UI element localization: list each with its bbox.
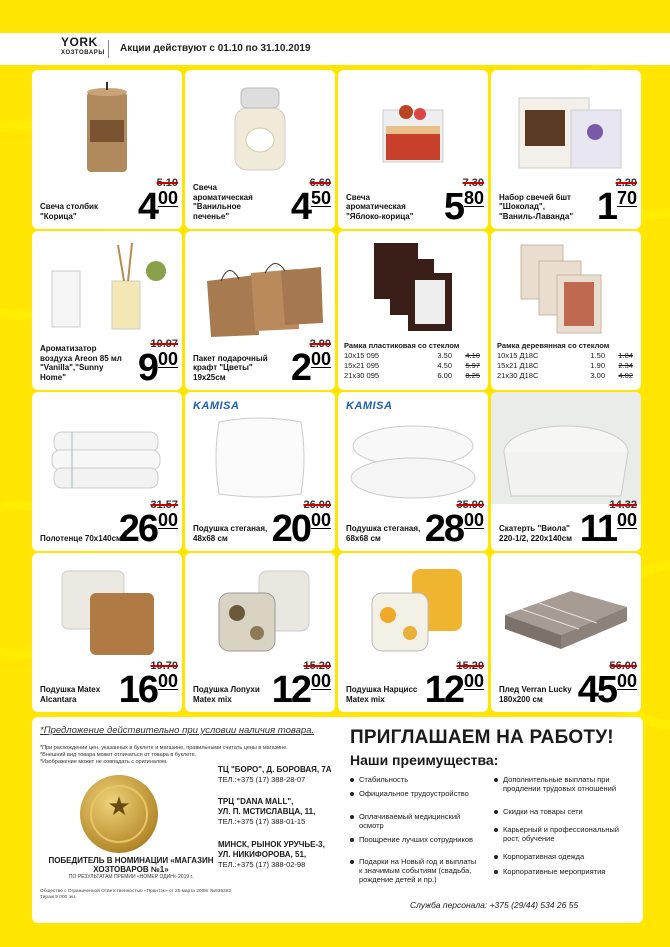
old-price: 15.20 xyxy=(303,660,331,672)
tablecloth-image xyxy=(491,392,641,504)
availability-note: *Предложение действительно при условии наличия товара. xyxy=(40,725,315,736)
price-rubles: 4 xyxy=(137,186,157,228)
price-tag xyxy=(425,671,484,709)
benefit-item: Корпоративные мероприятия xyxy=(494,867,624,876)
price-list-row: 21х30 095 6.00 8.25 xyxy=(344,371,480,380)
price-kopecks: 00 xyxy=(310,510,331,530)
price-kopecks: 00 xyxy=(157,349,178,369)
benefit-item: Подарки на Новый год и выплаты к значимым событиям (свадьба, рождение детей и пр.) xyxy=(350,857,480,884)
price-rubles: 5 xyxy=(443,186,463,228)
price-tag xyxy=(578,671,637,709)
frame-price-list xyxy=(497,341,635,381)
old-price: 19.70 xyxy=(150,660,178,672)
product-name: Подушка стеганая, 68х68 см xyxy=(346,524,421,543)
old-price: 10.97 xyxy=(150,338,178,350)
pillow-image xyxy=(185,392,335,504)
seat-cushion-lopukhi-image xyxy=(185,553,335,665)
product-name: Свеча ароматическая "Яблоко-корица" xyxy=(346,192,414,221)
price-rubles: 11 xyxy=(579,508,616,550)
price-kopecks: 50 xyxy=(310,188,331,208)
old-price: 7.30 xyxy=(462,177,484,189)
price-rubles: 20 xyxy=(271,508,310,550)
seat-cushion-nartsiss-image xyxy=(338,553,488,665)
product-name: Свеча столбик "Корица" xyxy=(40,202,98,221)
product-card xyxy=(338,70,488,229)
price-rubles: 26 xyxy=(118,508,157,550)
award-medal-icon: ★ xyxy=(80,775,158,853)
fine-print: *При расхождении цен, указанных в буклете и магазине, правильными считать цены в магазине. xyxy=(40,745,288,751)
candle-jar-image xyxy=(185,70,335,182)
candle-glass-image xyxy=(338,70,488,182)
old-price: 6.60 xyxy=(309,177,331,189)
price-tag xyxy=(444,188,484,226)
price-kopecks: 00 xyxy=(616,671,637,691)
price-kopecks: 00 xyxy=(463,510,484,530)
product-card xyxy=(338,231,488,390)
price-rubles: 28 xyxy=(424,508,463,550)
price-kopecks: 00 xyxy=(157,188,178,208)
product-card xyxy=(491,553,641,712)
price-tag xyxy=(138,349,178,387)
price-kopecks: 00 xyxy=(616,510,637,530)
benefit-item: Корпоративная одежда xyxy=(494,852,624,861)
store-address: ТЦ "БОРО", Д. БОРОВАЯ, 7А ТЕЛ.:+375 (17) 388-28-07 xyxy=(218,765,378,785)
old-price: 26.00 xyxy=(303,499,331,511)
benefit-item: Официальное трудоустройство xyxy=(350,789,480,798)
product-name: Подушка Нарцисс Matex mix xyxy=(346,685,418,704)
photo-frame-wood-image xyxy=(491,231,641,343)
product-card xyxy=(32,553,182,712)
hr-phone: Служба персонала: +375 (29/44) 534 26 55 xyxy=(410,900,579,910)
candle-pillar-image xyxy=(32,70,182,182)
price-list-title: Рамка пластиковая со стеклом xyxy=(344,341,460,350)
price-tag xyxy=(272,671,331,709)
legal-info: Общество с Ограниченной Ответственностью «Прантэк» от 25 марта 2008г №635282 Тираж 9 000 экз. xyxy=(40,889,232,900)
product-card xyxy=(491,392,641,551)
job-heading: ПРИГЛАШАЕМ НА РАБОТУ! xyxy=(350,727,614,748)
product-name: Подушка Лопухи Matex mix xyxy=(193,685,260,704)
price-rubles: 1 xyxy=(596,186,616,228)
old-price: 2.90 xyxy=(309,338,331,350)
price-tag xyxy=(119,671,178,709)
store-phone: ТЕЛ.:+375 (17) 388-02-98 xyxy=(218,860,306,869)
york-logo xyxy=(61,35,105,62)
photo-frame-plastic-image xyxy=(338,231,488,343)
header-divider xyxy=(108,40,109,58)
price-tag xyxy=(425,510,484,548)
award-subtitle: ПО РЕЗУЛЬТАТАМ ПРЕМИИ «НОМЕР ОДИН» 2019 г. xyxy=(68,874,194,880)
frame-price-list xyxy=(344,341,482,381)
fine-print: *Внешний вид товара может отличаться от товара в буклете. xyxy=(40,752,197,758)
kamisa-logo: KAMISA xyxy=(346,400,393,412)
price-rubles: 2 xyxy=(290,347,310,389)
pillow-stack-image xyxy=(338,392,488,504)
air-freshener-image xyxy=(32,231,182,343)
benefit-item: Стабильность xyxy=(350,775,480,784)
info-panel xyxy=(32,717,643,923)
price-tag xyxy=(597,188,637,226)
price-tag xyxy=(272,510,331,548)
price-tag xyxy=(291,349,331,387)
price-rubles: 45 xyxy=(577,669,616,711)
price-list-row: 10х15 Д18С 1.50 1.84 xyxy=(497,351,633,360)
store-address: ТРЦ "DANA MALL", УЛ. П. МСТИСЛАВЦА, 11, ТЕЛ.:+375 (17) 388-01-15 xyxy=(218,797,378,827)
price-list-row: 15х21 095 4.50 5.97 xyxy=(344,361,480,370)
product-card xyxy=(185,231,335,390)
price-list-title: Рамка деревянная со стеклом xyxy=(497,341,610,350)
store-phone: ТЕЛ.:+375 (17) 388-01-15 xyxy=(218,817,306,826)
price-tag xyxy=(119,510,178,548)
price-rubles: 16 xyxy=(118,669,157,711)
price-rubles: 9 xyxy=(137,347,157,389)
store-phone: ТЕЛ.:+375 (17) 388-28-07 xyxy=(218,775,306,784)
price-kopecks: 00 xyxy=(157,510,178,530)
tealight-set-image xyxy=(491,70,641,182)
product-name: Свеча ароматическая "Ванильное печенье" xyxy=(193,183,253,221)
price-list-row: 15х21 Д18С 1.90 2.34 xyxy=(497,361,633,370)
product-card xyxy=(491,70,641,229)
benefit-item: Оплачиваемый медицинский осмотр xyxy=(350,812,480,830)
product-name: Набор свечей 6шт "Шоколад", "Ваниль-Лаванда" xyxy=(499,192,574,221)
product-card xyxy=(32,231,182,390)
benefit-item: Поощрение лучших сотрудников xyxy=(350,835,480,844)
product-name: Подушка стеганая, 48х68 см xyxy=(193,524,268,543)
product-card xyxy=(32,392,182,551)
old-price: 31.57 xyxy=(150,499,178,511)
old-price: 5.10 xyxy=(156,177,178,189)
towel-image xyxy=(32,392,182,504)
header-bar xyxy=(0,33,670,65)
product-name: Пакет подарочный крафт "Цветы" 19х25см xyxy=(193,353,268,382)
price-kopecks: 00 xyxy=(310,671,331,691)
price-rubles: 12 xyxy=(271,669,310,711)
logo-sub: ХОЗТОВАРЫ xyxy=(61,50,105,56)
old-price: 15.20 xyxy=(456,660,484,672)
product-name: Подушка Matex Alcantara xyxy=(40,685,101,704)
old-price: 2.20 xyxy=(615,177,637,189)
price-rubles: 12 xyxy=(424,669,463,711)
blanket-image xyxy=(491,553,641,665)
old-price: 35.90 xyxy=(456,499,484,511)
price-rubles: 4 xyxy=(290,186,310,228)
product-name: Ароматизатор воздуха Areon 85 мл "Vanilla","Sunny Home" xyxy=(40,344,122,382)
product-card xyxy=(338,553,488,712)
product-grid xyxy=(32,70,643,710)
old-price: 56.00 xyxy=(609,660,637,672)
product-card xyxy=(491,231,641,390)
price-list-row: 21х30 Д18С 3.00 4.02 xyxy=(497,371,633,380)
promo-dates: Акции действуют с 01.10 по 31.10.2019 xyxy=(120,43,311,54)
award-title: ПОБЕДИТЕЛЬ В НОМИНАЦИИ «МАГАЗИН ХОЗТОВАРОВ №1» xyxy=(48,856,214,874)
gift-bag-image xyxy=(185,231,335,343)
job-subheading: Наши преимущества: xyxy=(350,752,499,768)
old-price: 14.32 xyxy=(609,499,637,511)
benefit-item: Дополнительные выплаты при продлении трудовых отношений xyxy=(494,775,624,793)
price-list-row: 10х15 095 3.50 4.10 xyxy=(344,351,480,360)
price-kopecks: 00 xyxy=(310,349,331,369)
cushion-alcantara-image xyxy=(32,553,182,665)
product-card xyxy=(338,392,488,551)
price-tag xyxy=(580,510,637,548)
price-kopecks: 00 xyxy=(463,671,484,691)
price-kopecks: 00 xyxy=(157,671,178,691)
price-tag xyxy=(138,188,178,226)
price-kopecks: 70 xyxy=(616,188,637,208)
benefit-item: Карьерный и профессиональный рост, обучение xyxy=(494,825,624,843)
price-tag xyxy=(291,188,331,226)
product-name: Скатерть "Виола" 220-1/2, 220х140см xyxy=(499,524,573,543)
product-card xyxy=(32,70,182,229)
price-kopecks: 80 xyxy=(463,188,484,208)
product-name: Плед Verran Lucky 180х200 см xyxy=(499,685,572,704)
product-card xyxy=(185,553,335,712)
logo-main: YORK xyxy=(61,35,98,49)
product-card xyxy=(185,392,335,551)
product-name: Полотенце 70х140см xyxy=(40,533,122,543)
kamisa-logo: KAMISA xyxy=(193,400,240,412)
benefit-item: Скидки на товары сети xyxy=(494,807,624,816)
store-address: МИНСК, РЫНОК УРУЧЬЕ-3, УЛ. НИКИФОРОВА, 51, ТЕЛ.:+375 (17) 388-02-98 xyxy=(218,840,378,870)
product-card xyxy=(185,70,335,229)
fine-print: *Изображение может не совпадать с оригиналом. xyxy=(40,759,168,765)
